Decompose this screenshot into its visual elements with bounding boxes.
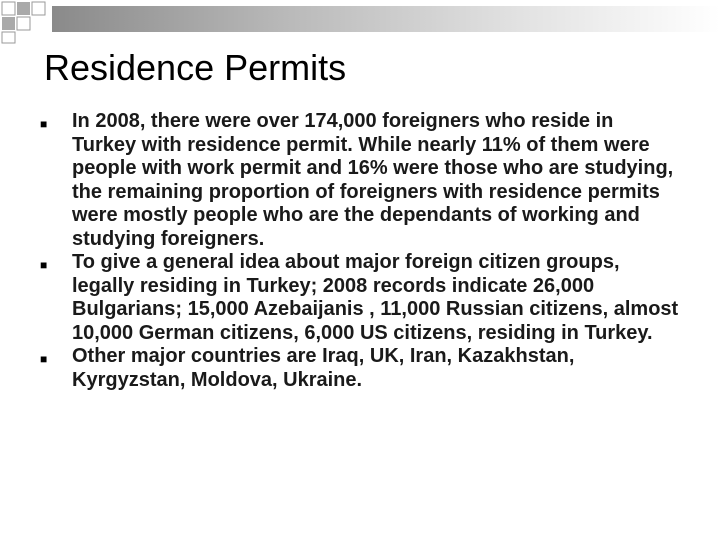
square-bullet-icon: ■	[40, 352, 48, 366]
bullet-item	[40, 110, 680, 251]
bullet-list	[40, 110, 680, 392]
bullet-item	[40, 251, 680, 345]
bullet-item	[40, 345, 680, 392]
bullet-text: To give a general idea about major foreign citizen groups, legally residing in Turkey; 2008 records indicate 26,000 Bulgarians; 15,000 Azebaijanis , 11,000 Russian citizens, almost 10,000 German citizens, 6,000 US citizens, residing in Turkey.	[72, 251, 679, 344]
bullet-text: Other major countries are Iraq, UK, Iran, Kazakhstan, Kyrgyzstan, Moldova, Ukraine.	[72, 345, 575, 391]
slide-title: Residence Permits	[44, 47, 347, 88]
bullet-text: In 2008, there were over 174,000 foreigners who reside in Turkey with residence permit. While nearly 11% of them were people with work permit and 16% were those who are studying, the remaining proportion of foreigners with residence permits were mostly people who are the dependants of working and studying foreigners.	[72, 110, 674, 250]
corner-checker-decoration	[0, 0, 60, 45]
square-bullet-icon: ■	[40, 258, 48, 272]
header-gradient-bar	[52, 6, 720, 32]
square-bullet-icon: ■	[40, 117, 48, 131]
